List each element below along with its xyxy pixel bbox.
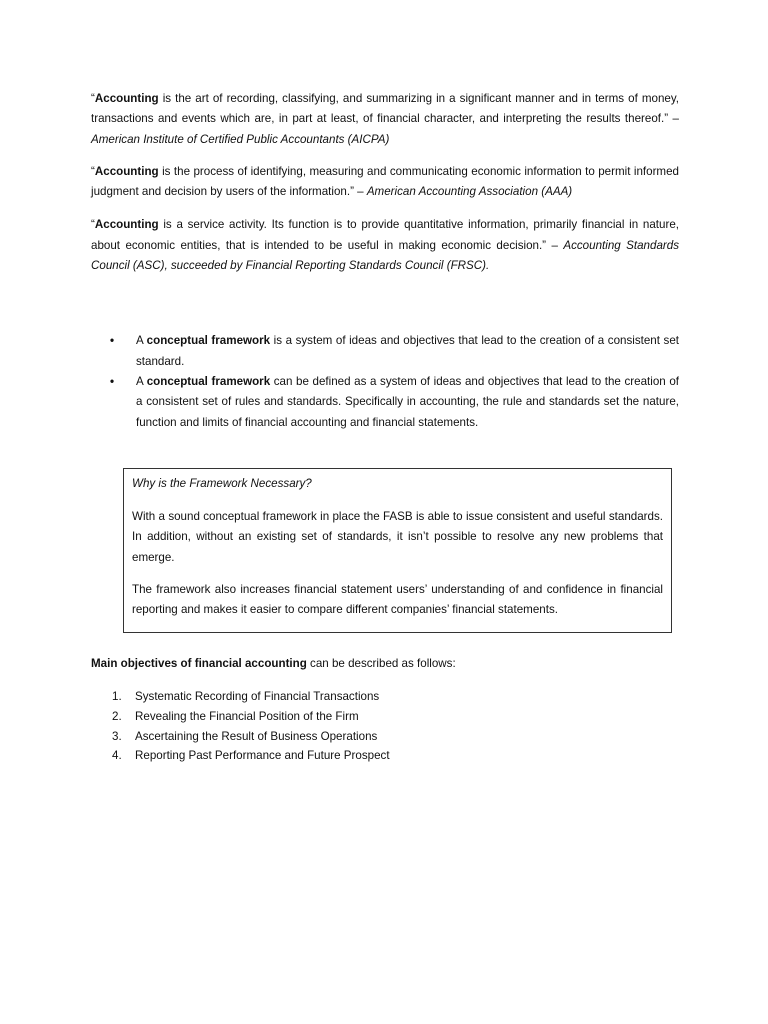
term-conceptual-framework: conceptual framework [146, 334, 271, 348]
definition-aaa [91, 162, 679, 203]
open-quote: “ [91, 92, 95, 105]
item-text: Systematic Recording of Financial Transactions [135, 690, 380, 703]
list-item [91, 687, 679, 707]
bullet-marker: • [110, 374, 115, 388]
list-item [91, 746, 679, 766]
objectives-list [91, 687, 679, 766]
list-item [91, 707, 679, 727]
item-number: 2. [112, 709, 122, 723]
definition-source: American Institute of Certified Public Accountants (AICPA) [91, 132, 390, 146]
bullet-prefix: A [136, 374, 147, 388]
term-accounting: Accounting [94, 164, 159, 178]
objectives-section [91, 654, 679, 766]
definition-text: is the art of recording, classifying, and summarizing in a significant manner and in terms of money, transactions and events which are, in part at least, of financial character, and interpreting the results thereof.” – [91, 92, 679, 126]
objectives-heading: Main objectives of financial accounting [91, 657, 307, 670]
item-number: 4. [112, 749, 122, 763]
framework-necessity-box [123, 468, 672, 633]
definition-source: Accounting Standards Council (ASC), succeeded by Financial Reporting Standards Council (FRSC). [91, 238, 680, 273]
definition-aicpa [91, 89, 679, 150]
bullet-marker: • [110, 334, 115, 348]
definition-source: American Accounting Association (AAA) [366, 185, 573, 199]
definitions-section [91, 89, 679, 433]
item-text: Reporting Past Performance and Future Prospect [135, 749, 390, 763]
box-paragraph-1: With a sound conceptual framework in place the FASB is able to issue consistent and useful standards. In addition, without an existing set of standards, it isn’t possible to resolve any new problems that emerge. [132, 510, 663, 564]
term-accounting: Accounting [94, 218, 159, 232]
bullet-text: is a system of ideas and objectives that lead to the creation of a consistent set standard. [136, 334, 679, 368]
term-accounting: Accounting [94, 92, 159, 105]
objectives-intro-rest: can be described as follows: [306, 657, 456, 670]
definition-text: is a service activity. Its function is to provide quantitative information, primarily financial in nature, about economic entities, that is intended to be useful in making economic decision.” – [91, 218, 679, 252]
definition-asc [91, 215, 679, 276]
item-number: 3. [112, 729, 122, 743]
box-paragraph-2: The framework also increases financial statement users’ understanding of and confidence in financial reporting and makes it easier to compare different companies’ financial statements. [132, 582, 663, 617]
objectives-intro [91, 654, 679, 674]
list-item [91, 331, 679, 372]
term-conceptual-framework: conceptual framework [146, 374, 271, 388]
open-quote: “ [91, 164, 95, 178]
item-text: Revealing the Financial Position of the Firm [135, 709, 359, 723]
framework-bullet-list [91, 331, 679, 432]
box-title: Why is the Framework Necessary? [132, 477, 312, 490]
item-number: 1. [112, 690, 122, 703]
bullet-text: can be defined as a system of ideas and objectives that lead to the creation of a consistent set of rules and standards. Specifically in accounting, the rule and standards set the nature, function and limits of financial accounting and financial statements. [136, 374, 679, 429]
list-item [91, 372, 679, 433]
definition-text: is the process of identifying, measuring and communicating economic information to permit informed judgment and decision by users of the information.” – [91, 164, 679, 199]
list-item [91, 727, 679, 747]
open-quote: “ [91, 218, 95, 232]
bullet-prefix: A [136, 334, 147, 348]
item-text: Ascertaining the Result of Business Operations [135, 729, 378, 743]
